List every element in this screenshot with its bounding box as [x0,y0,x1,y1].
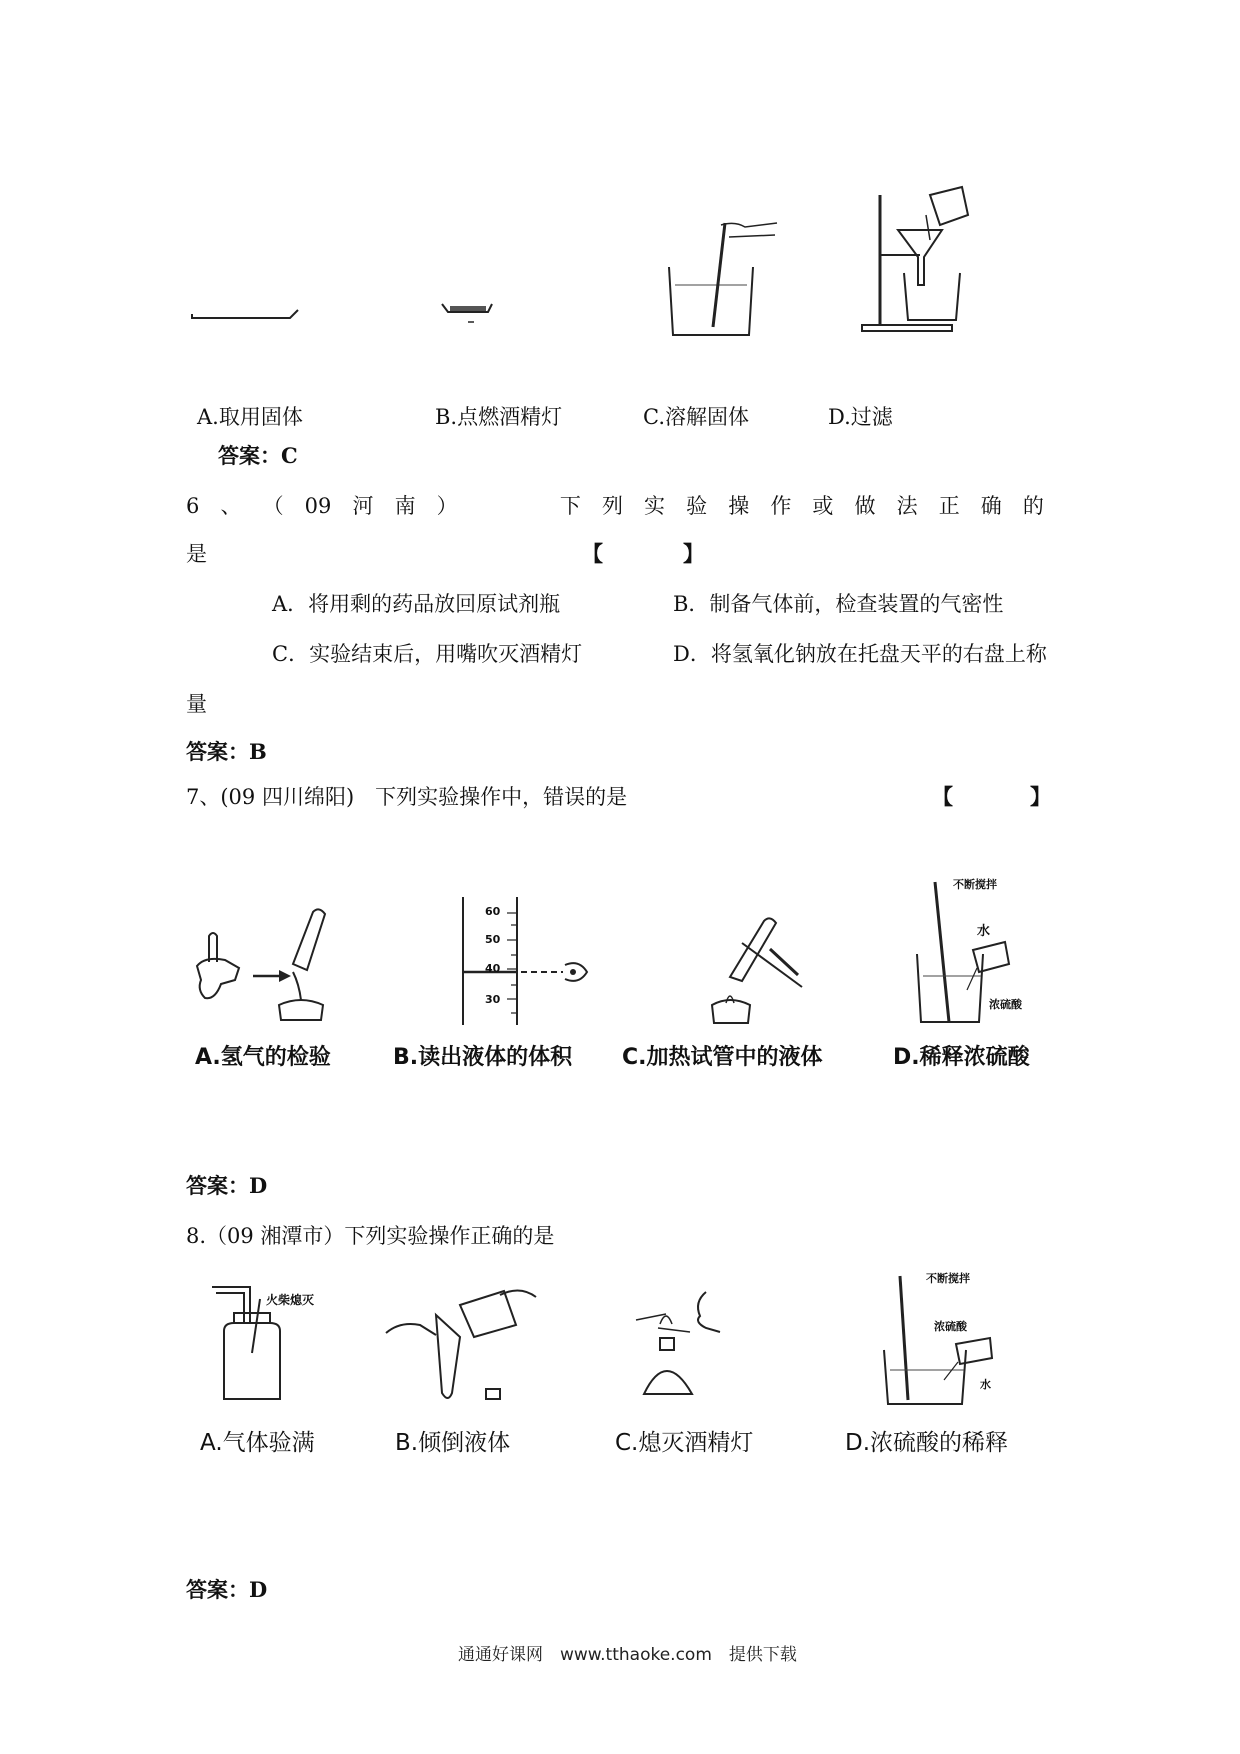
stem-char: 的 [1022,494,1044,518]
stem-char: 作 [770,494,792,518]
question-7-stem: 7、(09 四川绵阳) 下列实验操作中，错误的是 [186,785,628,809]
stem-char: 或 [812,494,834,518]
stem-char: （ [262,494,284,518]
stem-char: 实 [644,494,666,518]
q8-caption-a: A.气体验满 [200,1430,315,1456]
stem-char: 做 [854,494,876,518]
option-d: D.过滤 [828,405,893,429]
q8-caption-c: C.熄灭酒精灯 [615,1430,754,1456]
figure-take-solid [190,300,300,320]
answer-q7: 答案：D [186,1173,268,1198]
q7-caption-a: A.氢气的检验 [195,1045,331,1070]
stem-char: 下 [559,494,581,518]
option-b: B.点燃酒精灯 [435,405,563,429]
figure-filtration [860,185,975,335]
stem-char [479,492,539,520]
question-6-stem [186,492,1044,520]
stem-char: 验 [686,494,708,518]
answer-bracket-close: 】 [683,541,704,566]
scale-label: 60 [485,905,501,918]
figure-dissolve-solid [665,215,785,340]
stem-char: 6 [186,494,200,518]
q6-option-c: C．实验结束后，用嘴吹灭酒精灯 [272,642,583,666]
scale-label: 40 [485,962,501,975]
diagram-label: 浓硫酸 [934,1320,967,1333]
stem-char: 09 [304,494,332,518]
stem-char: 列 [601,494,623,518]
question-8-stem: 8.（09 湘潭市）下列实验操作正确的是 [186,1224,555,1248]
figure-dilute-acid-wrong [905,872,1035,1032]
diagram-label: 水 [980,1378,991,1391]
diagram-label: 火柴熄灭 [266,1293,315,1307]
scale-label: 50 [485,933,501,946]
diagram-label: 不断搅拌 [953,878,997,891]
stem-char: 确 [980,494,1002,518]
q6-option-b: B．制备气体前，检查装置的气密性 [673,592,1004,616]
answer-bracket-close: 】 [1030,784,1051,809]
q7-caption-d: D.稀释浓硫酸 [893,1045,1030,1070]
stem-char: 南 [394,494,416,518]
figure-heat-liquid [690,915,815,1030]
diagram-label: 浓硫酸 [989,998,1022,1011]
option-c: C.溶解固体 [643,405,749,429]
option-a: A.取用固体 [197,405,303,429]
diagram-label: 水 [977,924,991,939]
question-6-stem-line2: 是 [186,542,207,566]
q8-caption-d: D.浓硫酸的稀释 [845,1430,1009,1456]
q6-option-d: D．将氢氧化钠放在托盘天平的右盘上称 [673,642,1047,666]
stem-char: 河 [352,494,374,518]
figure-light-lamp [440,300,500,330]
diagram-label: 不断搅拌 [926,1272,970,1285]
answer-q8: 答案：D [186,1577,268,1602]
stem-char: ） [436,494,458,518]
stem-char: 操 [728,494,750,518]
stem-char: 、 [220,494,242,518]
stem-char: 正 [938,494,960,518]
figure-extinguish-lamp [630,1288,760,1408]
figure-hydrogen-test [195,900,335,1025]
answer-q6: 答案：B [186,739,267,764]
answer-bracket-open: 【 [582,541,603,566]
answer-bracket-open: 【 [932,784,953,809]
stem-char: 法 [896,494,918,518]
q7-caption-b: B.读出液体的体积 [393,1045,573,1070]
q7-caption-c: C.加热试管中的液体 [622,1045,823,1070]
figure-pour-liquid [380,1285,540,1410]
footer-text: 通通好课网 www.tthaoke.com 提供下载 [458,1645,797,1665]
figure-gas-collection [210,1283,330,1403]
scale-label: 30 [485,993,501,1006]
figure-read-volume [455,895,605,1030]
q6-option-a: A．将用剩的药品放回原试剂瓶 [272,592,561,616]
q8-caption-b: B.倾倒液体 [395,1430,511,1456]
q6-option-d-continued: 量 [186,692,207,716]
answer-q5: 答案：C [218,443,298,468]
figure-dilute-acid-correct [880,1270,1020,1410]
